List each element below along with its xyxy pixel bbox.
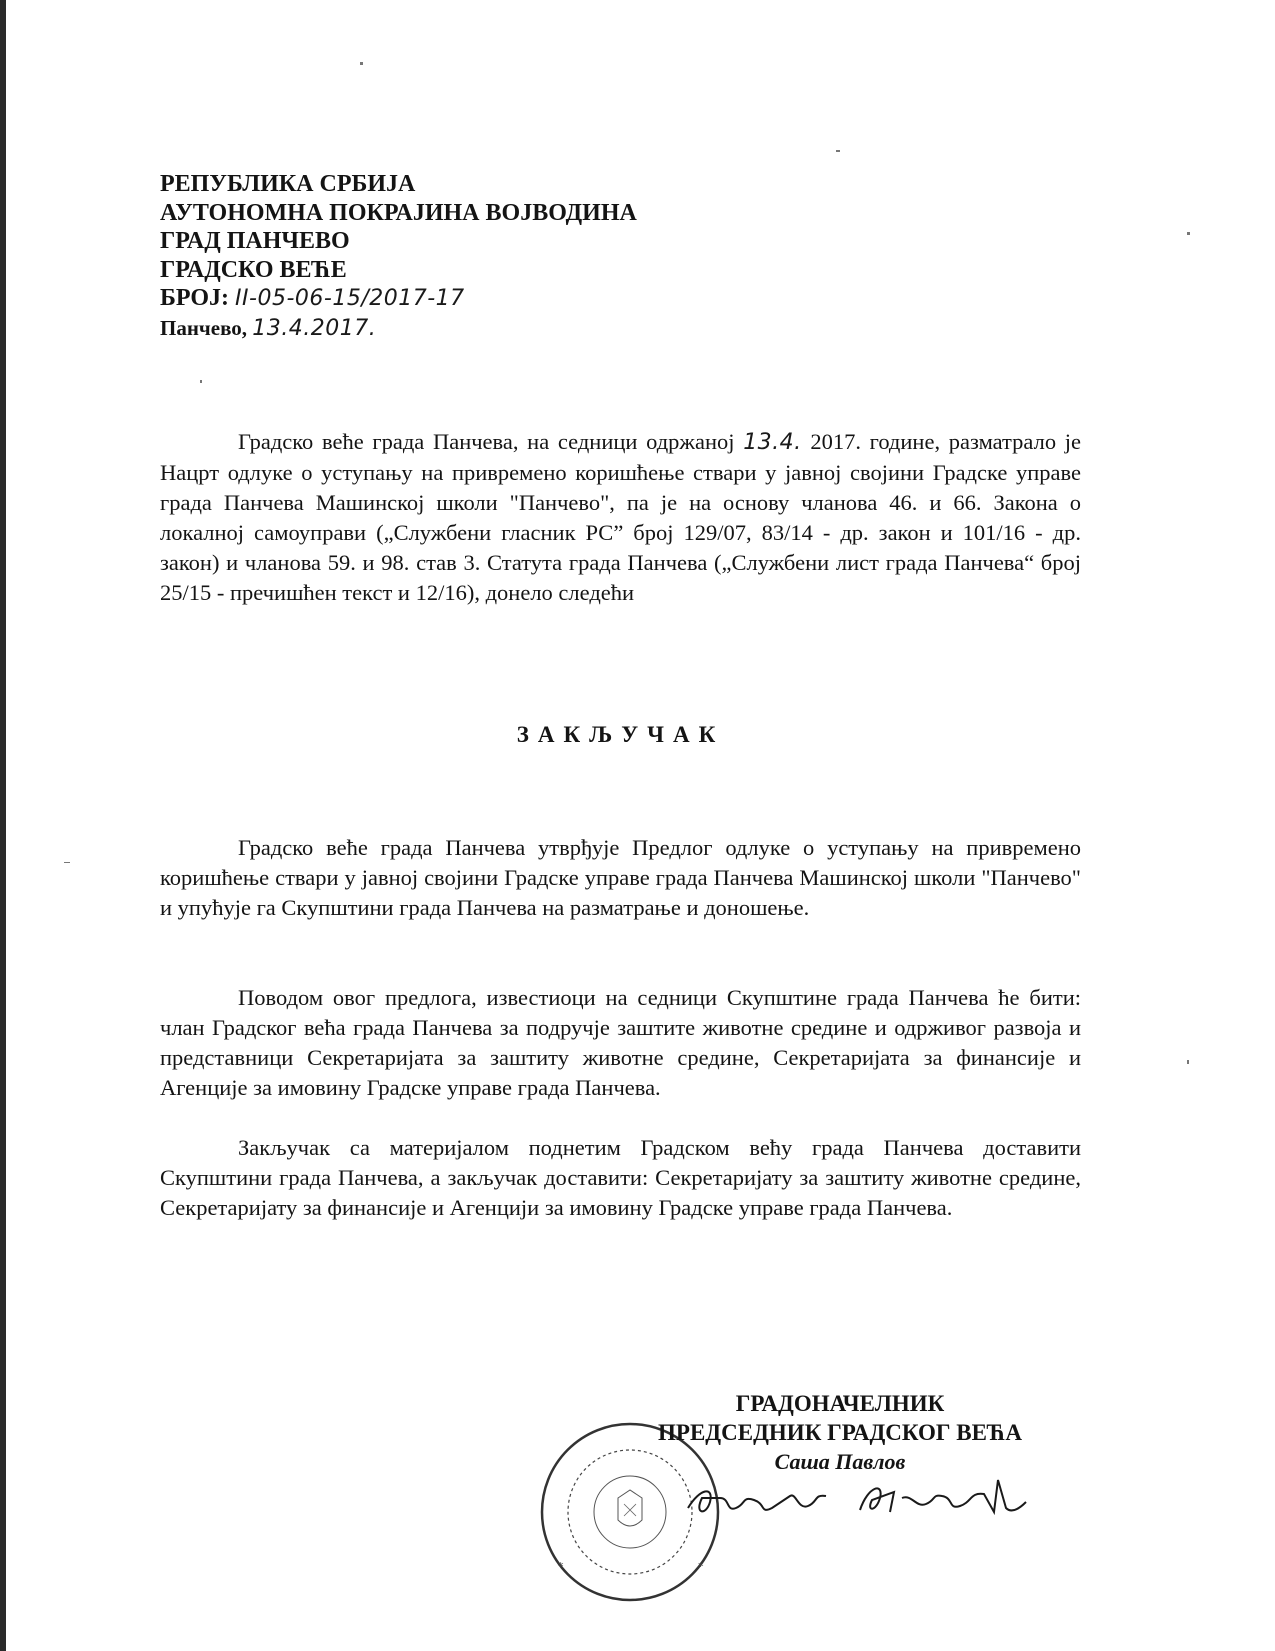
scan-speck: [1187, 1060, 1189, 1064]
scan-speck: [64, 862, 70, 863]
svg-text:*: *: [698, 1560, 704, 1573]
signature-block: [620, 1389, 1060, 1476]
scan-speck: [836, 150, 840, 152]
intro-session-date: 13.4.: [743, 430, 802, 455]
signatory-name: Саша Павлов: [774, 1449, 906, 1474]
document-date-value: 13.4.2017.: [252, 315, 377, 341]
paragraph-text: Поводом овог предлога, известиоци на седници Скупштине града Панчева ће бити: члан Градског већа града Панчева за подручје заштите животне средине и одрживог развоја и представници Секретаријата за заштиту животне средине, Секретаријата за финансије и Агенције за имовину Градске управе града Панчева.: [160, 985, 1081, 1100]
intro-text-start: Градско веће града Панчева, на седници одржаној: [238, 429, 744, 454]
signature-title-president: ПРЕДСЕДНИК ГРАДСКОГ ВЕЋА: [658, 1420, 1022, 1445]
signature-title-mayor: ГРАДОНАЧЕЛНИК: [735, 1391, 945, 1416]
document-number-value: II-05-06-15/2017-17: [235, 286, 465, 311]
conclusion-paragraph-2: [160, 983, 1081, 1103]
intro-paragraph: [160, 427, 1081, 608]
letterhead-city: ГРАД ПАНЧЕВО: [160, 228, 350, 254]
scan-speck: [1187, 232, 1190, 235]
handwritten-signature: [680, 1468, 1060, 1538]
svg-text:*: *: [558, 1560, 564, 1573]
paragraph-text: Градско веће града Панчева утврђује Предлог одлуке о уступању на привремено коришћење ствари у јавној својини Градске управе града Панчева Машинској школи "Панчево" и упућује га Скупштини града Панчева на разматрање и доношење.: [160, 835, 1081, 920]
conclusion-paragraph-3: [160, 1133, 1081, 1223]
paragraph-text: Закључак са материјалом поднетим Градском већу града Панчева доставити Скупштини града Панчева, а закључак доставити: Секретаријату за заштиту животне средине, Секретаријату за финансије и Агенцији за имовину Градске управе града Панчева.: [160, 1135, 1081, 1220]
scan-edge: [0, 0, 6, 1651]
intro-text-end: 2017. године, разматрало је Нацрт одлуке о уступању на привремено коришћење ствари у јавној својини Градске управе града Панчева Машинској школи "Панчево", па је на основу чланова 46. и 66. Закона о локалној самоуправи („Службени гласник РС” број 129/07, 83/14 - др. закон и 101/16 - др. закон) и чланова 59. и 98. став 3. Статута града Панчева („Службени лист града Панчева“ број 25/15 - пречишћен текст и 12/16), донело следећи: [160, 429, 1081, 605]
letterhead-council: ГРАДСКО ВЕЋЕ: [160, 256, 347, 283]
document-place-date: [160, 314, 637, 344]
letterhead-republic: РЕПУБЛИКА СРБИЈА: [160, 171, 416, 197]
letterhead-province: АУТОНОМНА ПОКРАЈИНА ВОЈВОДИНА: [160, 199, 637, 226]
document-number-label: БРОЈ:: [160, 285, 230, 311]
scan-speck: [360, 62, 363, 65]
document-title: ЗАКЉУЧАК: [516, 722, 725, 747]
scan-speck: [200, 380, 202, 383]
letterhead: [160, 170, 637, 343]
document-place-label: Панчево,: [160, 315, 248, 340]
document-number: [160, 284, 637, 314]
conclusion-paragraph-1: [160, 833, 1081, 923]
